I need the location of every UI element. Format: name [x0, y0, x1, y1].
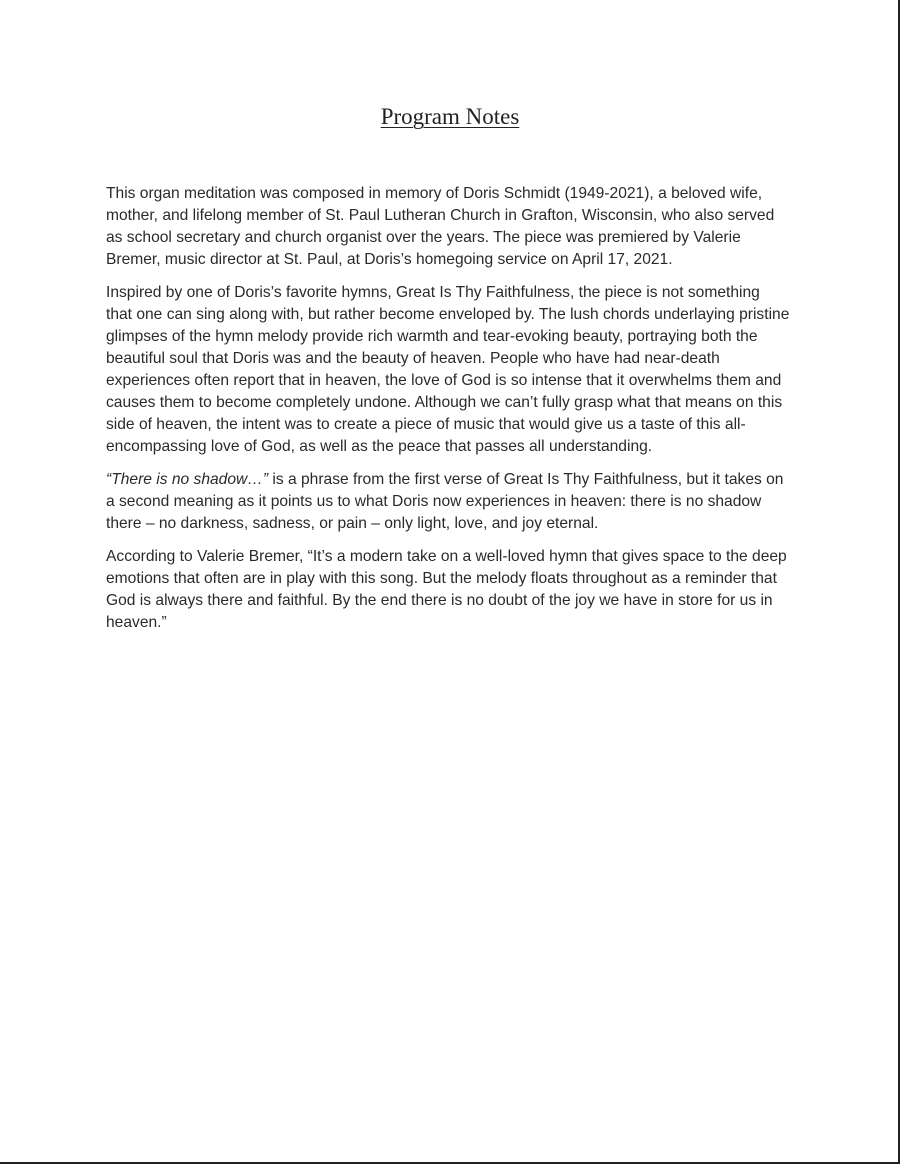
paragraph-text: According to Valerie Bremer, “It’s a modern take on a well-loved hymn that gives space to the deep emotions that often are in play with this song. But the melody floats throughout as a reminder that God is always there and faithful. By the end there is no doubt of the joy we have in store for us in heaven.”: [106, 548, 787, 631]
program-notes-body: [106, 183, 790, 645]
italic-phrase: “There is no shadow…”: [106, 471, 269, 488]
paragraph-text: This organ meditation was composed in memory of Doris Schmidt (1949-2021), a beloved wife, mother, and lifelong member of St. Paul Lutheran Church in Grafton, Wisconsin, who also served as school secretary and church organist over the years. The piece was premiered by Valerie Bremer, music director at St. Paul, at Doris’s homegoing service on April 17, 2021.: [106, 185, 775, 268]
paragraph-text: Inspired by one of Doris’s favorite hymns, Great Is Thy Faithfulness, the piece is not something that one can sing along with, but rather become enveloped by. The lush chords underlaying pristine glimpses of the hymn melody provide rich warmth and tear-evoking beauty, portraying both the beautiful soul that Doris was and the beauty of heaven. People who have had near-death experiences often report that in heaven, the love of God is so intense that it overwhelms them and causes them to become completely undone. Although we can’t fully grasp what that means on this side of heaven, the intent was to create a piece of music that would give us a taste of this all-encompassing love of God, as well as the peace that passes all understanding.: [106, 284, 790, 455]
page-title: Program Notes: [380, 104, 520, 129]
paragraph-title-meaning: [106, 469, 790, 535]
paragraph-quote: [106, 546, 790, 634]
paragraph-inspiration: [106, 282, 790, 458]
paragraph-dedication: [106, 183, 790, 271]
paragraph-text: is a phrase from the first verse of Great Is Thy Faithfulness, but it takes on a second meaning as it points us to what Doris now experiences in heaven: there is no shadow there – no darkness, sadness, or pain – only light, love, and joy eternal.: [106, 471, 784, 532]
